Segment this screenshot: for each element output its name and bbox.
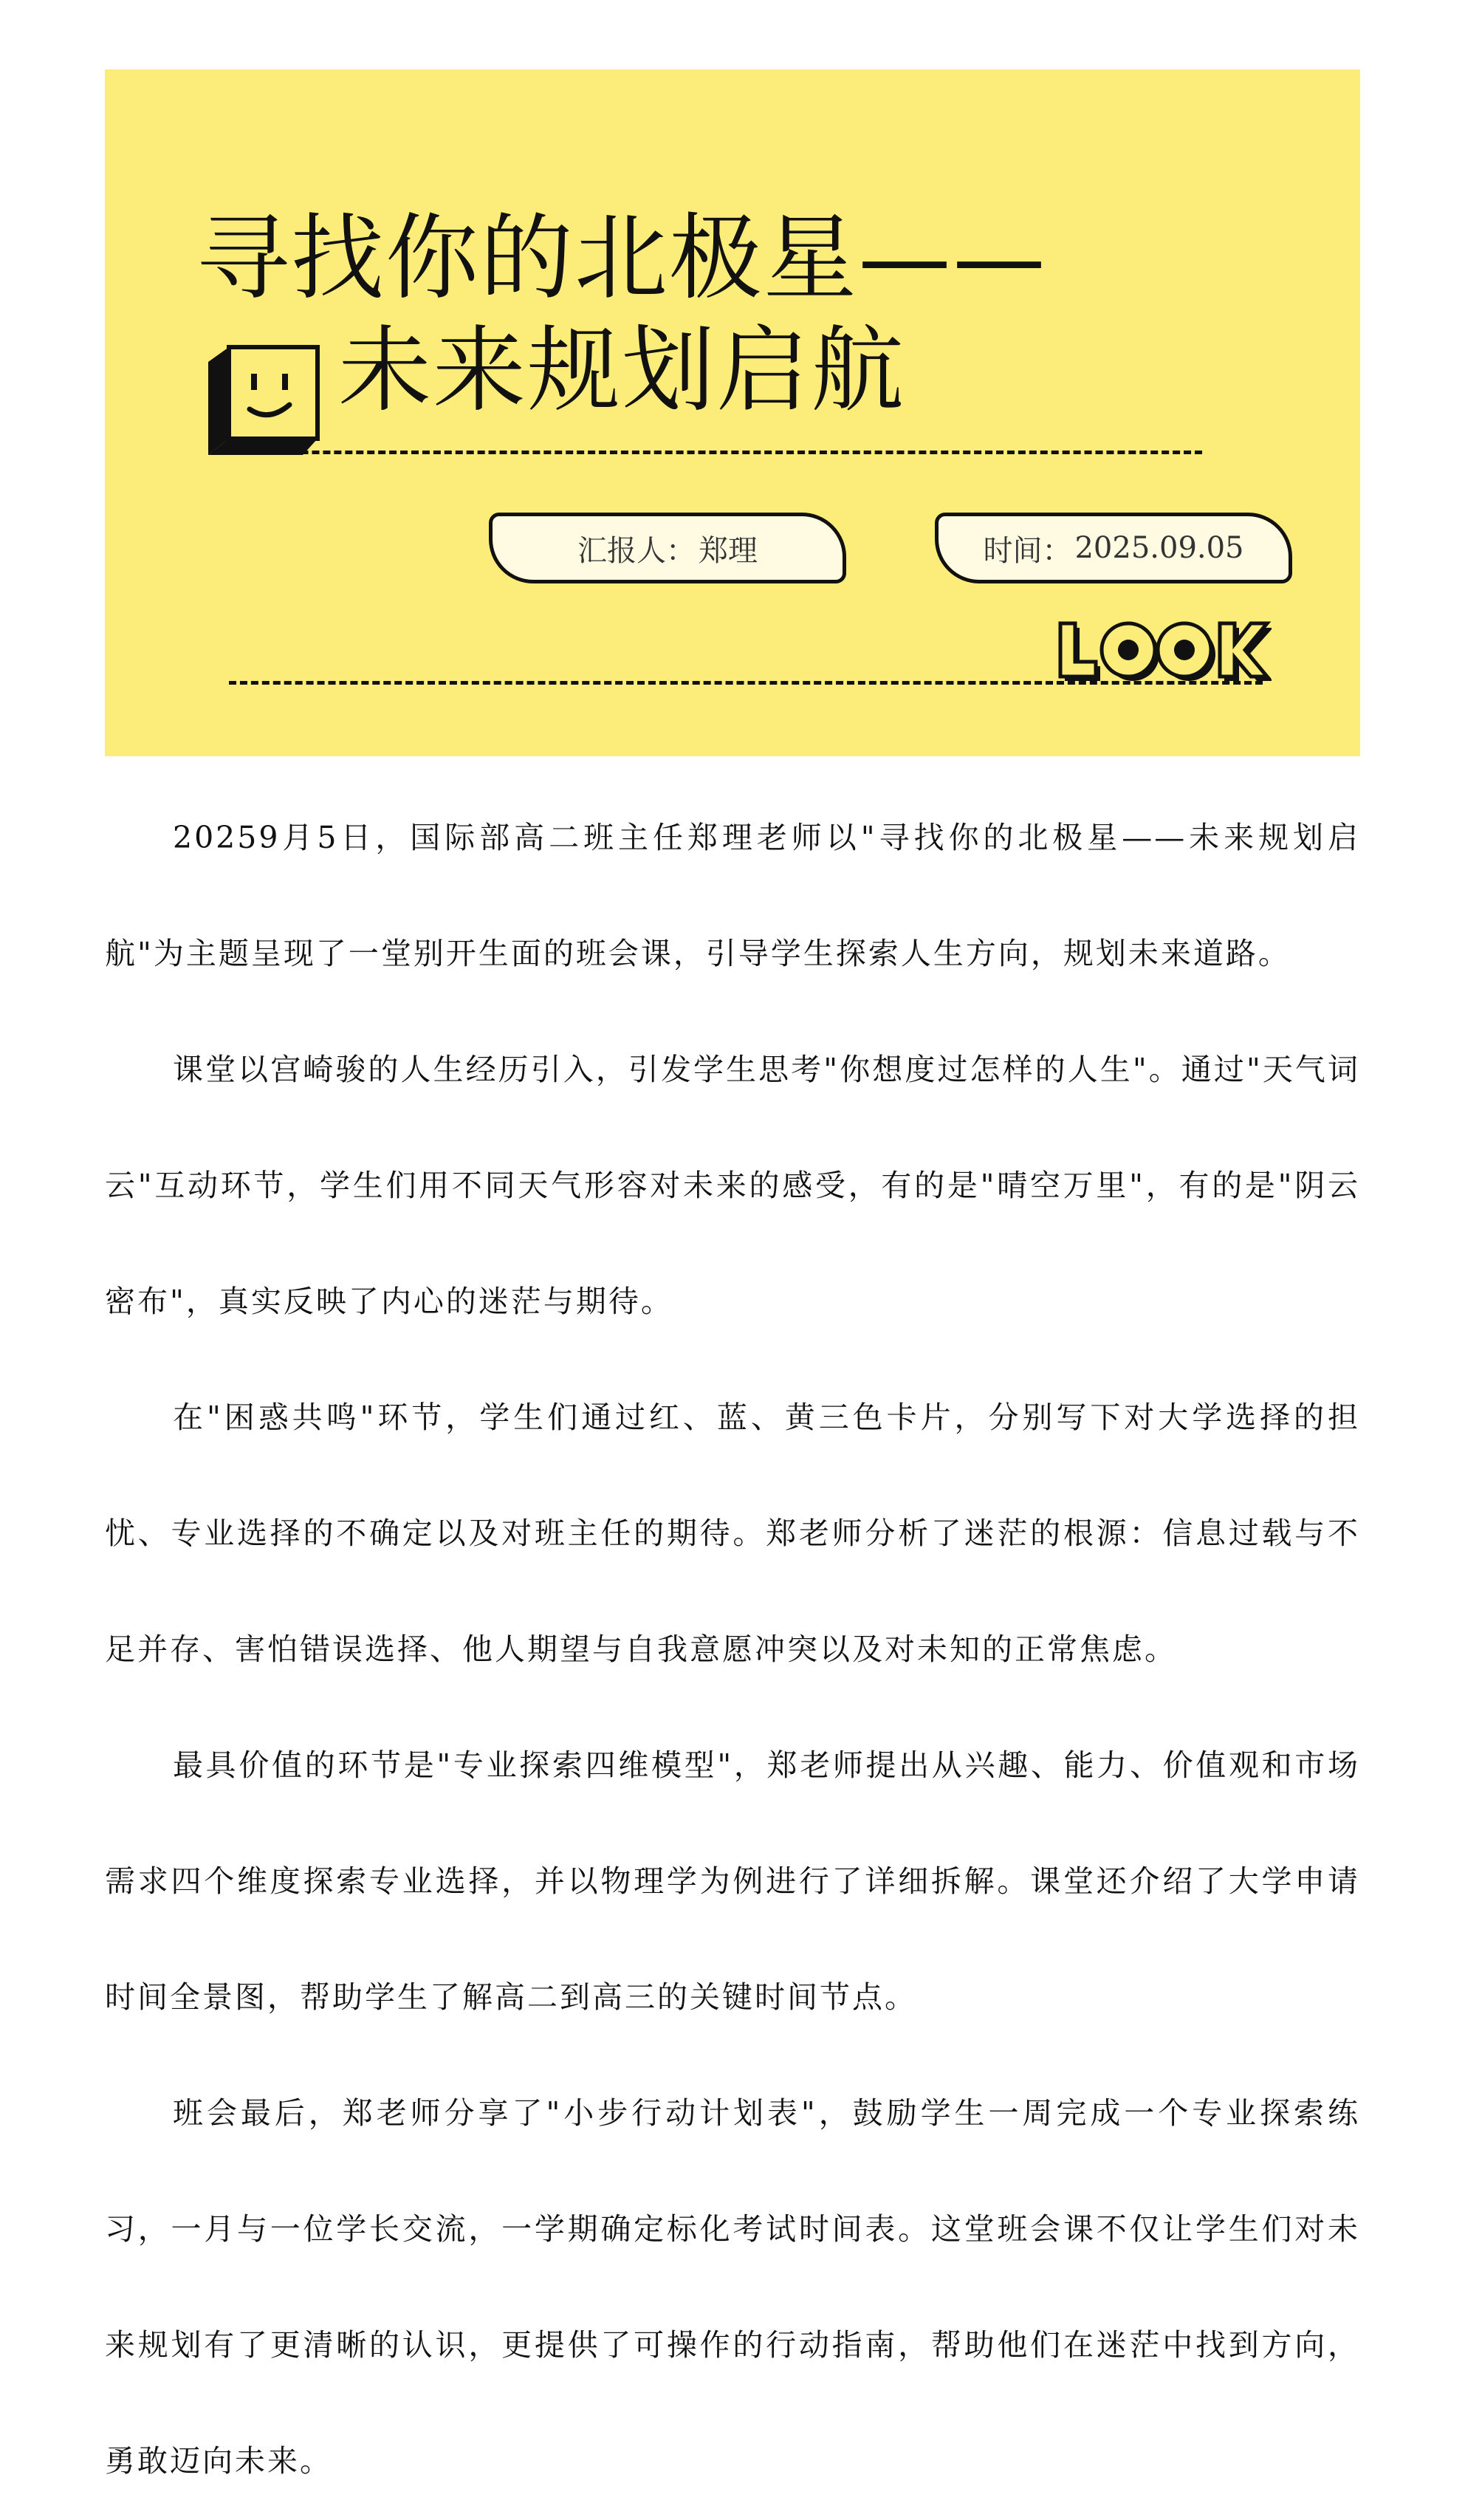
title-line-2: 未来规划启航 — [338, 316, 905, 425]
reporter-badge — [489, 513, 846, 583]
title-line-1: 寻找你的北极星—— — [196, 204, 1047, 312]
dashed-divider-top — [213, 451, 1202, 454]
reporter-label: 汇报人： — [577, 533, 696, 568]
paragraph-2: 课堂以宫崎骏的人生经历引入，引发学生思考"你想度过怎样的人生"。通过"天气词云"互动环节，学生们用不同天气形容对未来的感受，有的是"晴空万里"，有的是"阴云密布"，真实反映了内心的迷茫与期待。 — [105, 1052, 1360, 1319]
header-banner — [105, 69, 1360, 756]
paragraph-3: 在"困惑共鸣"环节，学生们通过红、蓝、黄三色卡片，分别写下对大学选择的担忧、专业选择的不确定以及对班主任的期待。郑老师分析了迷茫的根源：信息过载与不足并存、害怕错误选择、他人期望与自我意愿冲突以及对未知的正常焦虑。 — [105, 1400, 1360, 1667]
date-value: 2025.09.05 — [1074, 531, 1244, 565]
paragraph-5: 班会最后，郑老师分享了"小步行动计划表"，鼓励学生一周完成一个专业探索练习，一月与一位学长交流，一学期确定标化考试时间表。这堂班会课不仅让学生们对未来规划有了更清晰的认识，更提供了可操作的行动指南，帮助他们在迷茫中找到方向，勇敢迈向未来。 — [105, 2095, 1360, 2479]
dashed-divider-bottom — [229, 681, 1263, 685]
smiley-cube-icon — [208, 344, 322, 458]
paragraph-1: 20259月5日，国际部高二班主任郑理老师以"寻找你的北极星——未来规划启航"为主题呈现了一堂别开生面的班会课，引导学生探索人生方向，规划未来道路。 — [105, 820, 1360, 971]
look-logo-icon — [1057, 616, 1272, 690]
paragraph-4: 最具价值的环节是"专业探索四维模型"，郑老师提出从兴趣、能力、价值观和市场需求四个维度探索专业选择，并以物理学为例进行了详细拆解。课堂还介绍了大学申请时间全景图，帮助学生了解高二到高三的关键时间节点。 — [105, 1747, 1360, 2015]
date-badge — [935, 513, 1292, 583]
reporter-name: 郑理 — [699, 533, 758, 568]
article-body — [105, 780, 1360, 2519]
date-label: 时间： — [983, 533, 1072, 568]
